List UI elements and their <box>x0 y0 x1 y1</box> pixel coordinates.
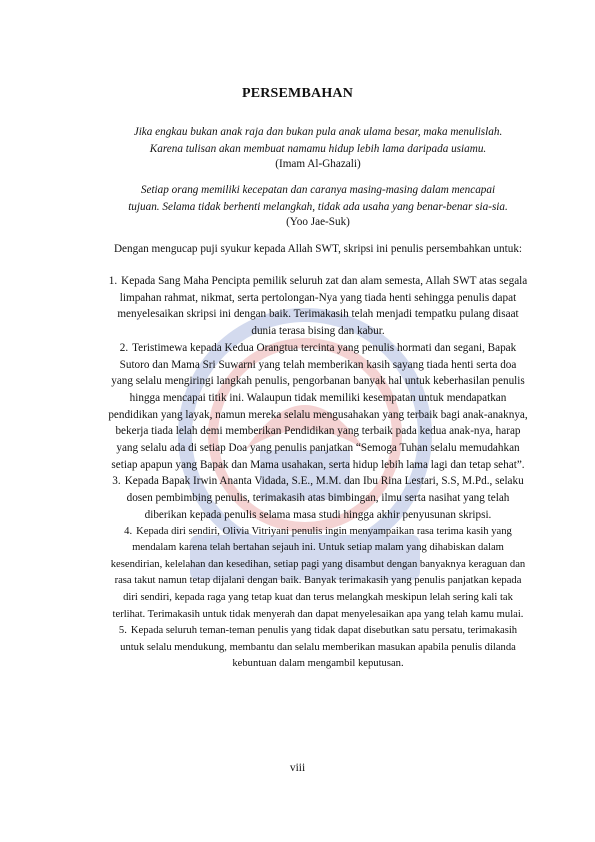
item-number: 3. <box>112 475 121 488</box>
page-number: viii <box>289 762 306 774</box>
dedication-intro: Dengan mengucap puji syukur kepada Allah SWT, skripsi ini penulis persembahkan untuk: <box>113 243 523 255</box>
item-number: 4. <box>124 525 133 537</box>
dedication-list <box>108 273 528 673</box>
item-text: Kepada seluruh teman-teman penulis yang tidak dapat disebutkan satu persatu, terimakasih untuk selalu mendukung, membantu dan selalu memberikan masukan apabila penulis dilanda kebuntuan dalam mengambil keputusan. <box>120 625 518 670</box>
dedication-item <box>108 524 528 624</box>
quote-yoo <box>108 182 528 215</box>
quote-author: (Imam Al-Ghazali) <box>275 158 361 170</box>
item-text: Teristimewa kepada Kedua Orangtua tercinta yang penulis hormati dan segani, Bapak Sutoro dan Mama Sri Suwarni yang telah memberikan kasih sayang tiada henti serta doa yang selalu mengiringi langkah penulis, pengorbanan banyak hal untuk keberhasilan penulis hingga mencapai titik ini. Walaupun tidak memiliki kesempatan untuk mendapatkan pendidikan yang layak, namun mereka selalu mengusahakan yang terbaik bagi anak-anaknya, bekerja tiada lelah demi memberikan Pendidikan yang terbaik pada kedua anak-nya, harap yang selalu ada di setiap Doa yang penulis panjatkan “Semoga Tuhan selalu memudahkan setiap apapun yang Bapak dan Mama usahakan, serta hidup lebih lama lagi dan tetap sehat”. <box>108 341 528 471</box>
item-text: Kepada Sang Maha Pencipta pemilik seluruh zat dan alam semesta, Allah SWT atas segala limpahan rahmat, nikmat, serta pertolongan-Nya yang tiada henti sehingga penulis dapat menyelesaikan skripsi ini dengan baik. Terimakasih telah menjadi tempatku pulang disaat dunia terasa bising dan kabur. <box>117 275 528 338</box>
item-text: Kepada Bapak Irwin Ananta Vidada, S.E., M.M. dan Ibu Rina Lestari, S.S, M.Pd., selaku dosen pembimbing penulis, terimakasih atas bimbingan, ilmu serta nasihat yang telah diberikan kepada penulis selama masa studi hingga akhir penyusunan skripsi. <box>124 475 524 521</box>
dedication-item <box>108 273 528 340</box>
item-text: Kepada diri sendiri, Olivia Vitriyani penulis ingin menyampaikan rasa terima kasih yang mendalam karena telah bertahan sejauh ini. Untuk setiap malam yang dihabiskan dalam kesendirian, kelelahan dan kesedihan, setiap pagi yang disambut dengan banyaknya keraguan dan rasa takut namun tetap dijalani dengan baik. Banyak terimakasih yang penulis panjatkan kepada diri sendiri, kepada raga yang tetap kuat dan terus melangkah meskipun lelah sering kali tak terlihat. Terimakasih untuk tidak menyerah dan dapat menyelesaikan apa yang telah kamu mulai. <box>110 525 526 620</box>
quote-line: Setiap orang memiliki kecepatan dan caranya masing-masing dalam mencapai <box>140 184 496 196</box>
dedication-item <box>108 623 528 673</box>
quote-ghazali <box>108 124 528 157</box>
item-number: 1. <box>108 275 118 287</box>
quote-author: (Yoo Jae-Suk) <box>286 216 350 228</box>
item-number: 2. <box>119 341 129 354</box>
quote-line: tujuan. Selama tidak berhenti melangkah, tidak ada usaha yang benar-benar sia-sia. <box>128 200 508 213</box>
item-number: 5. <box>118 625 127 637</box>
dedication-item <box>108 473 528 523</box>
quote-line: Karena tulisan akan membuat namamu hidup lebih lama daripada usiamu. <box>149 142 487 155</box>
quote-line: Jika engkau bukan anak raja dan bukan pula anak ulama besar, maka menulislah. <box>133 126 503 138</box>
page-title: PERSEMBAHAN <box>241 86 354 101</box>
dedication-item <box>108 340 528 474</box>
